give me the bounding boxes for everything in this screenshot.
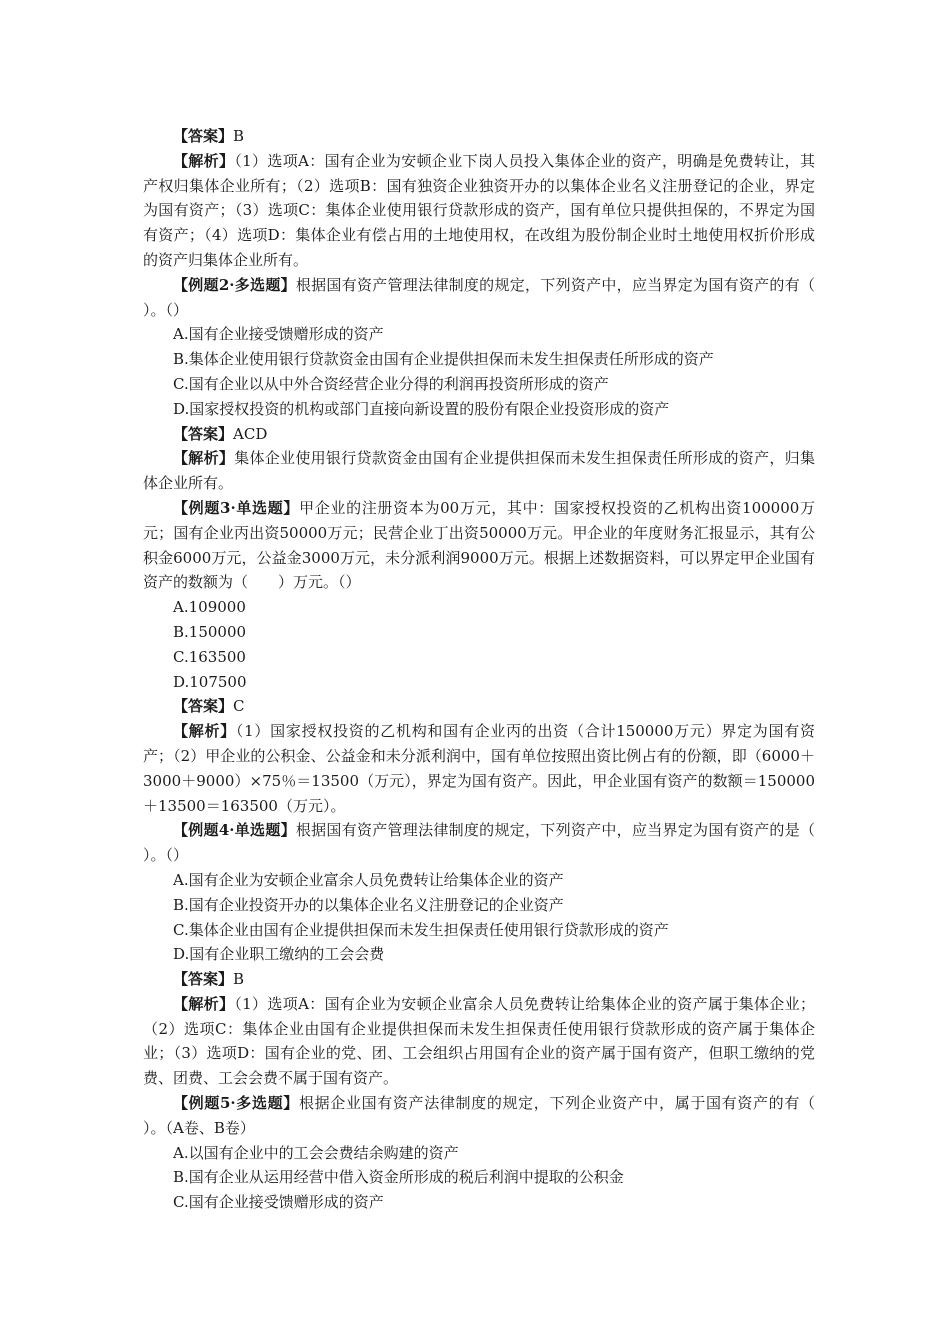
option-b: B.国有企业从运用经营中借入资金所形成的税后利润中提取的公积金 [173,1168,624,1187]
option-c: C.国有企业接受馈赠形成的资产 [173,1193,384,1212]
question-5: 【例题5·多选题】根据企业国有资产法律制度的规定，下列企业资产中，属于国有资产的有（ ）。（A卷、B卷） [143,1094,846,1137]
explanation-paragraph: 【解析】（1）国家授权投资的乙机构和国有企业丙的出资（合计150000万元）界定为国有资产；（2）甲企业的公积金、公益金和未分派利润中，国有单位按照出资比例占有的份额，即（6000＋3000＋9000）×75％＝13500（万元），界定为国有资产。因此，甲企业国有资产的数额＝150000＋13500＝163500（万元）。 [143,722,815,815]
option-d: D.国家授权投资的机构或部门直接向新设置的股份有限企业投资形成的资产 [173,399,670,418]
option-b: B.集体企业使用银行贷款资金由国有企业提供担保而未发生担保责任所形成的资产 [173,350,714,369]
document-page [143,124,846,1215]
explanation-paragraph: 【解析】集体企业使用银行贷款资金由国有企业提供担保而未发生担保责任所形成的资产，归集体企业所有。 [143,449,815,493]
option-a: A.以国有企业中的工会会费结余购建的资产 [173,1143,459,1162]
option-c: C.集体企业由国有企业提供担保而未发生担保责任使用银行贷款形成的资产 [173,920,669,939]
option-a: A.国有企业接受馈赠形成的资产 [173,325,384,344]
question-4: 【例题4·单选题】根据国有资产管理法律制度的规定，下列资产中，应当界定为国有资产的是（ ）。（） [143,821,845,865]
option-a: A.109000 [173,598,246,617]
answer-paragraph: 【答案】C [173,697,245,716]
option-c: C.国有企业以从中外合资经营企业分得的利润再投资所形成的资产 [173,374,609,393]
option-d: D.107500 [173,672,247,691]
question-3: 【例题3·单选题】甲企业的注册资本为00万元，其中：国家授权投资的乙机构出资100000万元；国有企业丙出资50000万元；民营企业丁出资50000万元。甲企业的年度财务汇报显示，其有公积金6000万元，公益金3000万元，未分派利润9000万元。根据上述数据资料，可以界定甲企业国有资产的数额为（ ）万元。（） [143,498,815,592]
explanation-paragraph: 【解析】（1）选项A：国有企业为安顿企业富余人员免费转让给集体企业的资产属于集体企业；（2）选项C：集体企业由国有企业提供担保而未发生担保责任使用银行贷款形成的资产属于集体企业；（3）选项D：国有企业的党、团、工会组织占用国有企业的资产属于国有资产，但职工缴纳的党费、团费、工会会费不属于国有资产。 [143,994,815,1088]
option-b: B.国有企业投资开办的以集体企业名义注册登记的企业资产 [173,895,564,914]
option-d: D.国有企业职工缴纳的工会会费 [173,945,385,964]
answer-paragraph: 【答案】B [173,127,245,145]
answer-paragraph: 【答案】B [173,970,245,989]
answer-paragraph: 【答案】ACD [173,424,268,443]
option-c: C.163500 [173,647,246,666]
question-2: 【例题2·多选题】根据国有资产管理法律制度的规定，下列资产中，应当界定为国有资产的有（ ）。（） [143,275,845,319]
option-b: B.150000 [173,622,247,641]
option-a: A.国有企业为安顿企业富余人员免费转让给集体企业的资产 [173,870,564,889]
explanation-paragraph: 【解析】（1）选项A：国有企业为安顿企业下岗人员投入集体企业的资产，明确是免费转让，其产权归集体企业所有；（2）选项B：国有独资企业独资开办的以集体企业名义注册登记的企业，界定为国有资产；（3）选项C：集体企业使用银行贷款形成的资产，国有单位只提供担保的，不界定为国有资产；（4）选项D：集体企业有偿占用的土地使用权，在改组为股份制企业时土地使用权折价形成的资产归集体企业所有。 [143,151,815,269]
